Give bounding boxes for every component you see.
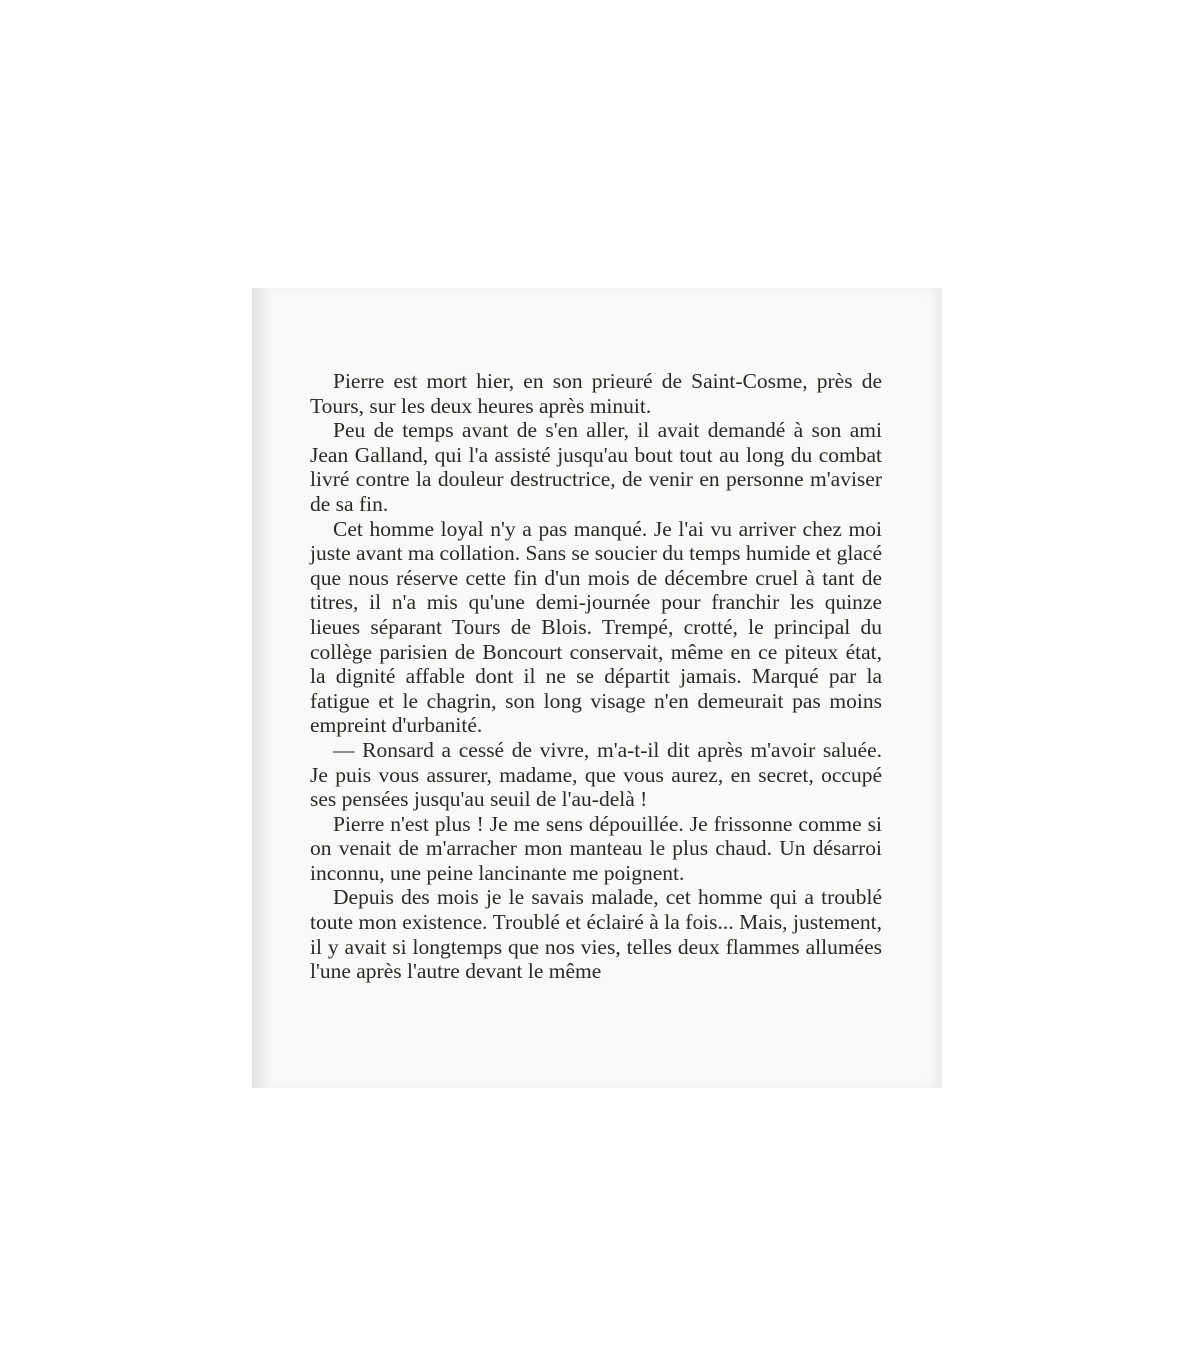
- paragraph-5: Pierre n'est plus ! Je me sens dépouillée. Je frissonne comme si on venait de m'arracher mon manteau le plus chaud. Un désarroi inconnu, une peine lancinante me poignent.: [310, 811, 882, 885]
- paragraph-3: Cet homme loyal n'y a pas manqué. Je l'ai vu arriver chez moi juste avant ma collation. Sans se soucier du temps humide et glacé que nous réserve cette fin d'un mois de décembre cruel à tant de titres, il n'a mis qu'une demi-journée pour franchir les quinze lieues séparant Tours de Blois. Trempé, crotté, le principal du collège parisien de Boncourt conservait, même en ce piteux état, la dignité affable dont il ne se départit jamais. Marqué par la fatigue et le chagrin, son long visage n'en demeurait pas moins empreint d'urbanité.: [310, 516, 882, 738]
- page-gutter-shadow: [252, 288, 270, 1088]
- page-text-body: [310, 369, 882, 984]
- paragraph-6: Depuis des mois je le savais malade, cet homme qui a troublé toute mon existence. Troublé et éclairé à la fois... Mais, justement, il y avait si longtemps que nos vies, telles deux flammes allumées l'une après l'autre devant le même: [310, 885, 882, 984]
- paragraph-4: — Ronsard a cessé de vivre, m'a-t-il dit après m'avoir saluée. Je puis vous assurer, madame, que vous aurez, en secret, occupé ses pensées jusqu'au seuil de l'au-delà !: [310, 737, 882, 812]
- paragraph-2: Peu de temps avant de s'en aller, il avait demandé à son ami Jean Galland, qui l'a assisté jusqu'au bout tout au long du combat livré contre la douleur destructrice, de venir en personne m'aviser de sa fin.: [310, 418, 882, 516]
- paragraph-1: Pierre est mort hier, en son prieuré de Saint-Cosme, près de Tours, sur les deux heures après minuit.: [310, 369, 882, 418]
